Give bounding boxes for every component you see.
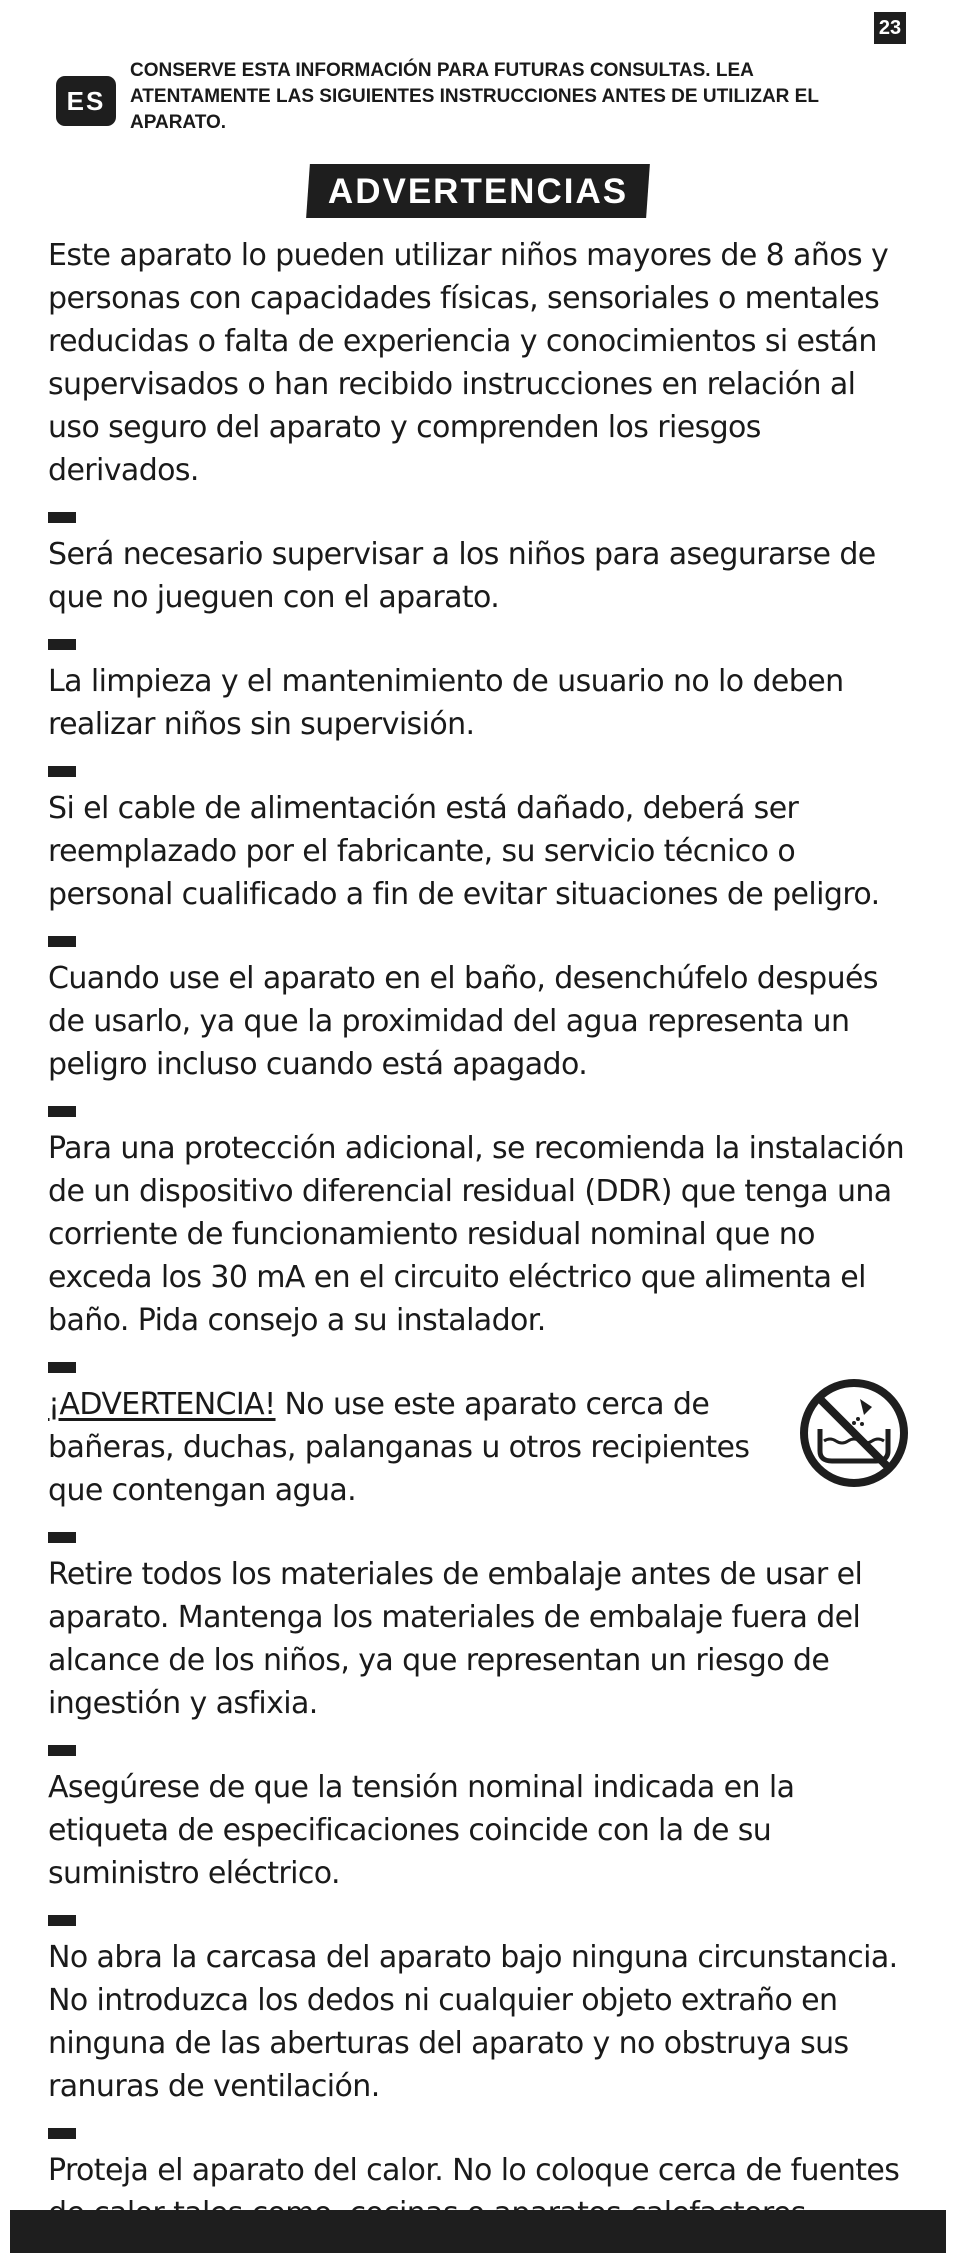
warning-paragraph: Para una protección adicional, se recomienda la instalación de un dispositivo diferencial residual (DDR) que tenga una corriente de funcionamiento residual nominal que no exceda los 30 mA en el circuito eléctrico que alimenta el baño. Pida consejo a su instalador.: [48, 1131, 905, 1338]
section-title: [306, 164, 650, 218]
separator-bar: [48, 512, 76, 523]
title-container: [0, 164, 956, 218]
warning-paragraph: Proteja el aparato del calor. No lo coloque cerca de fuentes: [48, 2153, 900, 2188]
separator-bar: [48, 936, 76, 947]
warnings-list: [48, 234, 910, 2235]
language-badge: ES: [56, 76, 116, 126]
warning-paragraph: Retire todos los materiales de embalaje antes de usar el aparato. Mantenga los materiales de embalaje fuera del alcance de los niños, ya que representan un riesgo de ingestión y asfixia.: [48, 1557, 863, 1721]
separator-bar: [48, 1915, 76, 1926]
footer-bar: [10, 2210, 946, 2253]
warning-label: ¡ADVERTENCIA!: [48, 1387, 276, 1422]
separator-bar: [48, 2128, 76, 2139]
separator-bar: [48, 1106, 76, 1117]
page-number: 23: [874, 12, 906, 44]
warning-paragraph: No abra la carcasa del aparato bajo ninguna circunstancia. No introduzca los dedos ni cualquier objeto extraño en ninguna de las aberturas del aparato y no obstruya sus ranuras de ventilación.: [48, 1940, 898, 2104]
no-water-bath-icon: [798, 1377, 910, 1489]
warning-paragraph: Asegúrese de que la tensión nominal indicada en la etiqueta de especificaciones coincide con la de su suministro eléctrico.: [48, 1770, 795, 1891]
separator-bar: [48, 1745, 76, 1756]
warning-text: No use este aparato cerca de bañeras, duchas, palanganas u otros recipientes que contengan agua.: [48, 1387, 750, 1508]
section-title-text: ADVERTENCIAS: [327, 172, 628, 211]
warning-paragraph: Cuando use el aparato en el baño, desenchúfelo después de usarlo, ya que la proximidad del agua representa un peligro incluso cuando está apagado.: [48, 961, 878, 1082]
intro-notice: CONSERVE ESTA INFORMACIÓN PARA FUTURAS CONSULTAS. LEA ATENTAMENTE LAS SIGUIENTES INSTRUCCIONES ANTES DE UTILIZAR EL APARATO.: [130, 60, 819, 133]
separator-bar: [48, 639, 76, 650]
water-warning-paragraph: [48, 1383, 910, 1512]
warning-paragraph: La limpieza y el mantenimiento de usuario no lo deben realizar niños sin supervisión.: [48, 664, 844, 742]
warning-paragraph: Este aparato lo pueden utilizar niños mayores de 8 años y personas con capacidades físicas, sensoriales o mentales reducidas o falta de experiencia y conocimientos si están supervisados o han recibido instrucciones en relación al uso seguro del aparato y comprenden los riesgos derivados.: [48, 238, 889, 488]
warning-paragraph: Si el cable de alimentación está dañado, deberá ser reemplazado por el fabricante, su servicio técnico o personal cualificado a fin de evitar situaciones de peligro.: [48, 791, 880, 912]
warning-paragraph: Será necesario supervisar a los niños para asegurarse de que no jueguen con el aparato.: [48, 537, 876, 615]
separator-bar: [48, 1362, 76, 1373]
separator-bar: [48, 1532, 76, 1543]
separator-bar: [48, 766, 76, 777]
